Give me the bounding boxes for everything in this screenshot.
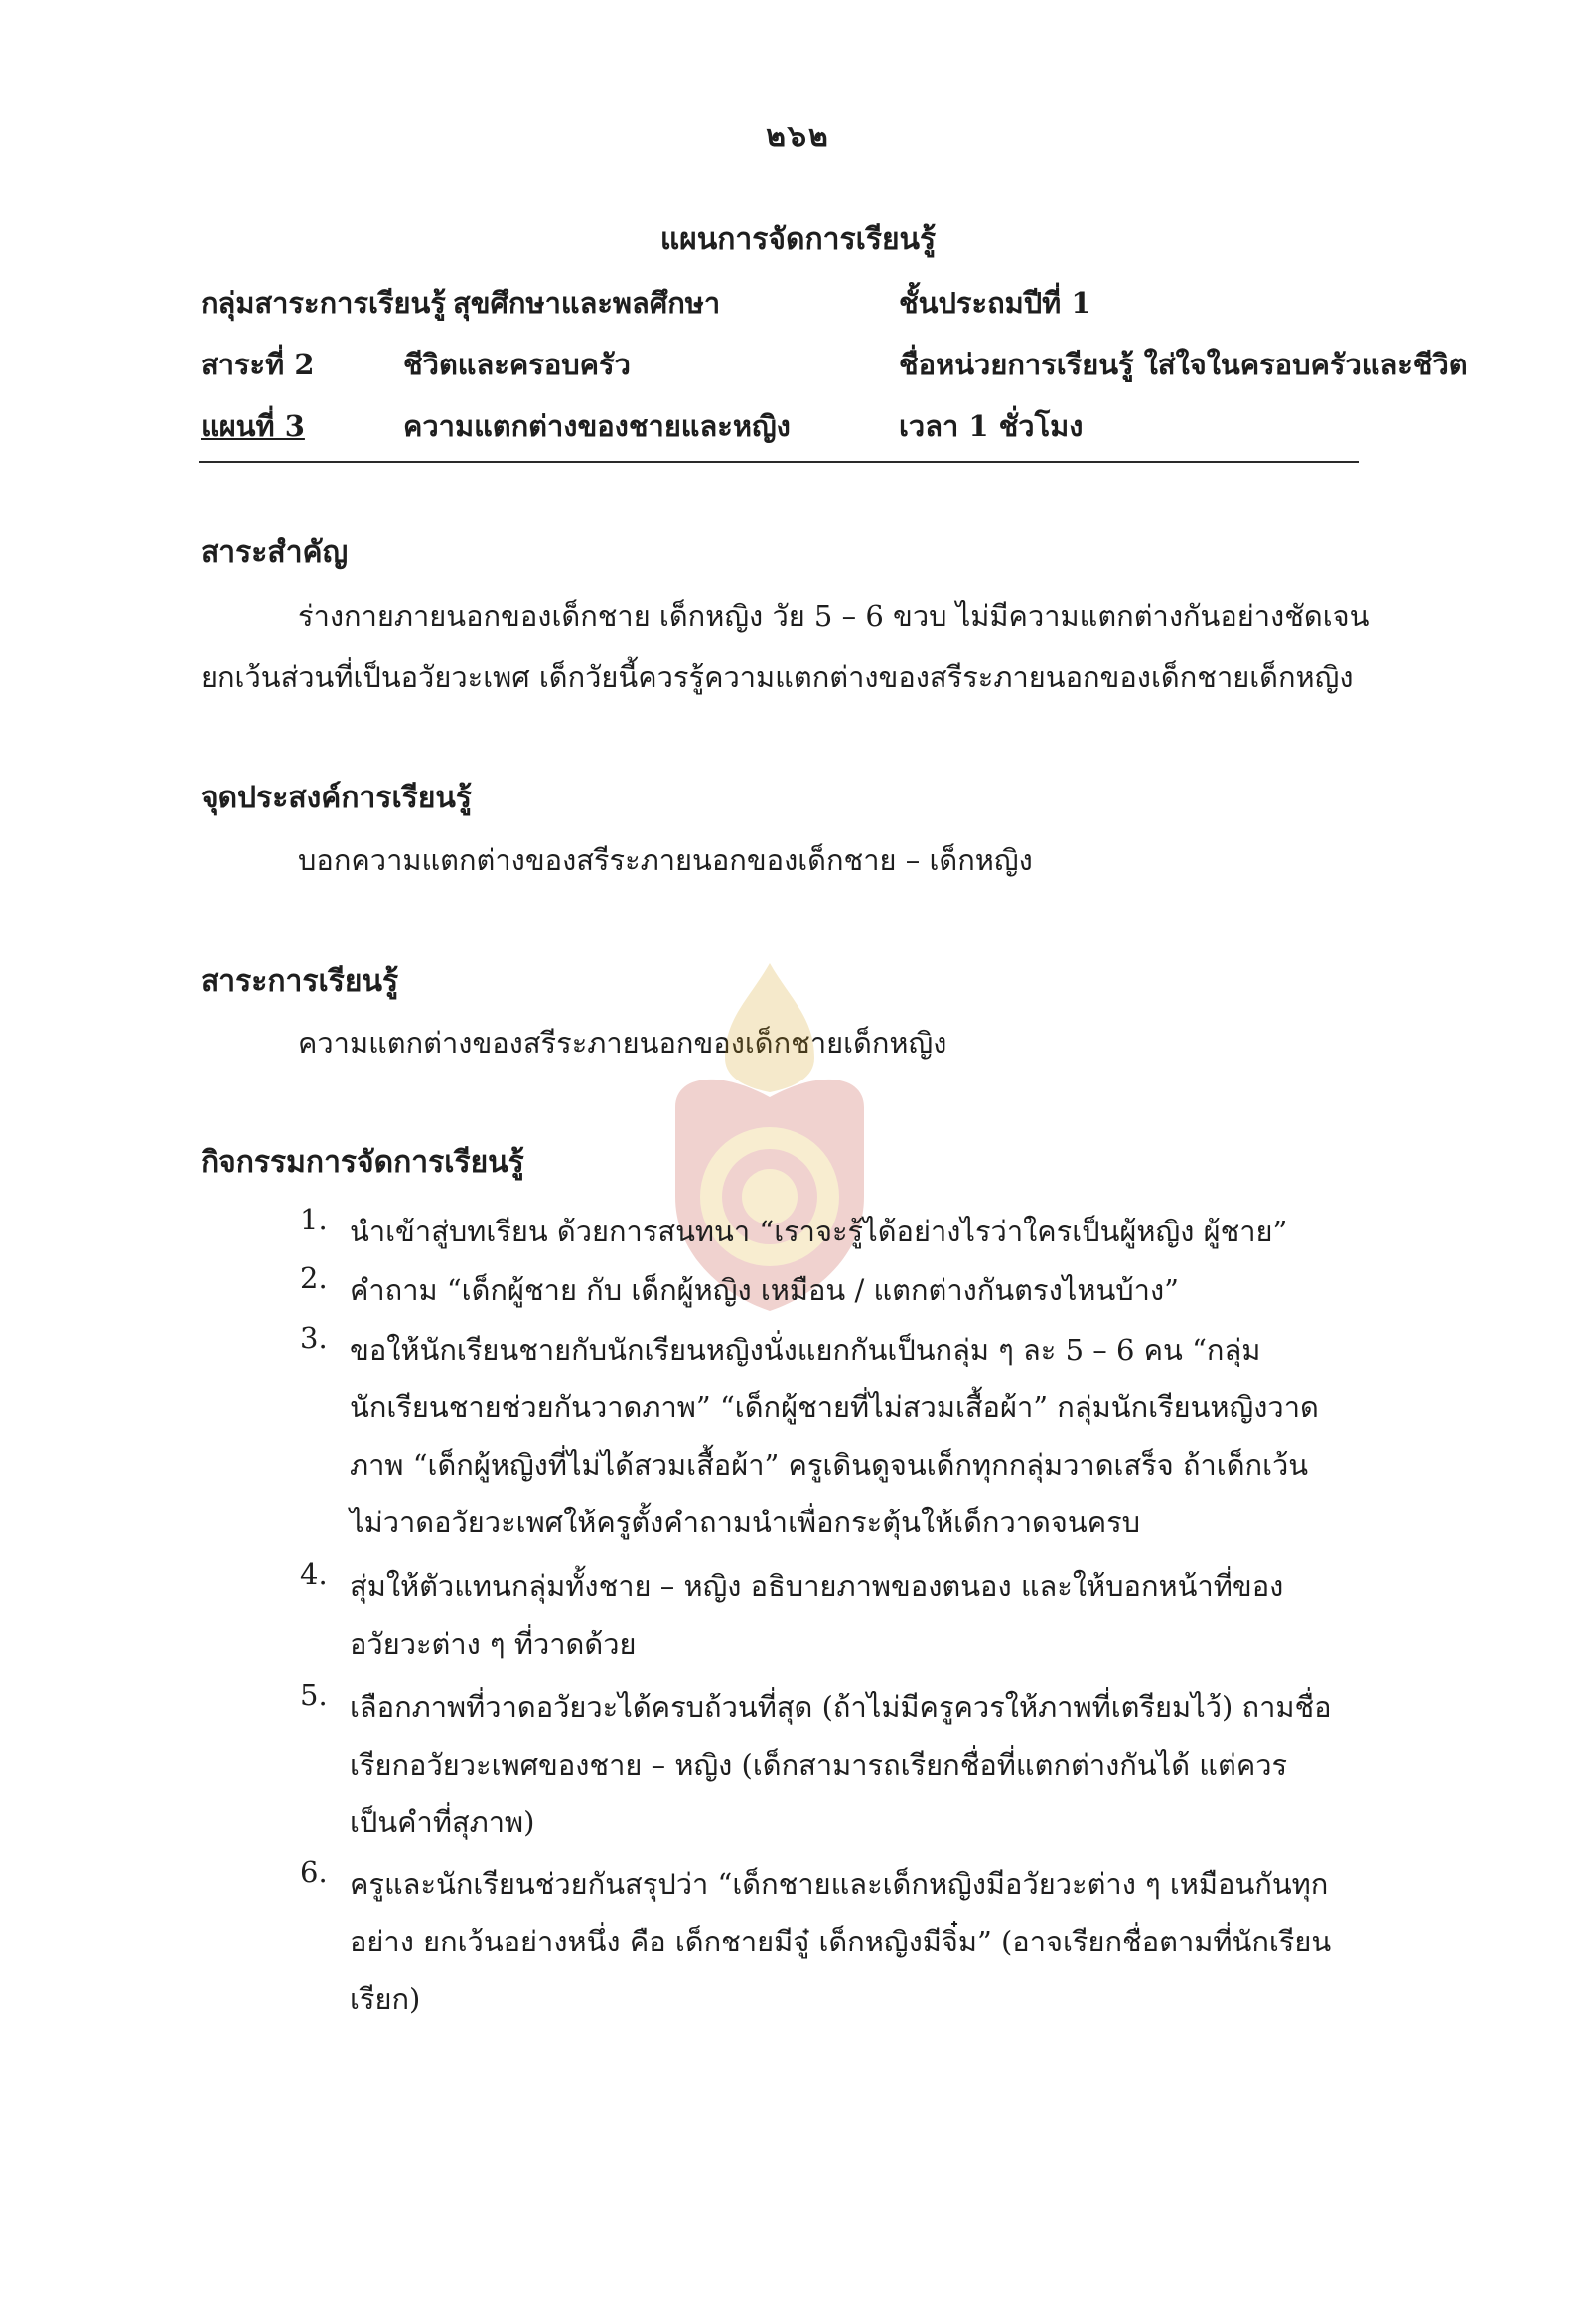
- content-text: ความแตกต่างของสรีระภายนอกของเด็กชายเด็กหญิง: [298, 1026, 947, 1060]
- unit-name: ชื่อหน่วยการเรียนรู้ ใส่ใจในครอบครัวและชีวิต: [899, 348, 1468, 381]
- plan-label-text: แผนที่ 3: [201, 409, 305, 443]
- activity-text: สุ่มให้ตัวแทนกลุ่มทั้งชาย – หญิง อธิบายภาพของตนอง และให้บอกหน้าที่ของอวัยวะต่าง ๆ ที่วาดด้วย: [350, 1569, 1284, 1660]
- objective-heading: จุดประสงค์การเรียนรู้: [201, 781, 473, 815]
- page-number: ๒๖๒: [766, 119, 830, 154]
- activity-number: 3.: [300, 1321, 328, 1355]
- activity-number: 1.: [300, 1203, 328, 1236]
- key-concept-heading: สาระสำคัญ: [201, 535, 349, 570]
- content-heading: สาระการเรียนรู้: [201, 964, 399, 999]
- activity-number: 4.: [300, 1557, 328, 1591]
- activity-text: ครูและนักเรียนช่วยกันสรุปว่า “เด็กชายและเด็กหญิงมีอวัยวะต่าง ๆ เหมือนกันทุกอย่าง ยกเว้นอย่างหนึ่ง คือ เด็กชายมีจู๋ เด็กหญิงมีจิ๋ม” (อาจเรียกชื่อตามที่นักเรียนเรียก): [350, 1867, 1332, 2016]
- plan-label: [201, 403, 305, 449]
- activity-text: นำเข้าสู่บทเรียน ด้วยการสนทนา “เราจะรู้ได้อย่างไรว่าใครเป็นผู้หญิง ผู้ชาย”: [350, 1215, 1288, 1248]
- activity-number: 2.: [300, 1261, 328, 1295]
- time-allotment: เวลา 1 ชั่วโมง: [899, 409, 1084, 443]
- activity-text: ขอให้นักเรียนชายกับนักเรียนหญิงนั่งแยกกันเป็นกลุ่ม ๆ ละ 5 – 6 คน “กลุ่มนักเรียนชายช่วยกันวาดภาพ” “เด็กผู้ชายที่ไม่สวมเสื้อผ้า” กลุ่มนักเรียนหญิงวาดภาพ “เด็กผู้หญิงที่ไม่ได้สวมเสื้อผ้า” ครูเดินดูจนเด็กทุกกลุ่มวาดเสร็จ ถ้าเด็กเว้นไม่วาดอวัยวะเพศให้ครูตั้งคำถามนำเพื่อกระตุ้นให้เด็กวาดจนครบ: [350, 1333, 1319, 1539]
- strand-value: ชีวิตและครอบครัว: [403, 348, 631, 381]
- key-concept-line-1: ร่างกายภายนอกของเด็กชาย เด็กหญิง วัย 5 – 6 ขวบ ไม่มีความแตกต่างกันอย่างชัดเจน: [298, 599, 1370, 633]
- subject-value: สุขศึกษาและพลศึกษา: [453, 286, 721, 320]
- activity-number: 6.: [300, 1855, 328, 1889]
- plan-value: ความแตกต่างของชายและหญิง: [403, 409, 791, 443]
- key-concept-line-2: ยกเว้นส่วนที่เป็นอวัยวะเพศ เด็กวัยนี้ควรรู้ความแตกต่างของสรีระภายนอกของเด็กชายเด็กหญิง: [201, 660, 1354, 694]
- objective-text: บอกความแตกต่างของสรีระภายนอกของเด็กชาย – เด็กหญิง: [298, 843, 1033, 877]
- strand-label: สาระที่ 2: [201, 348, 315, 381]
- document-title: แผนการจัดการเรียนรู้: [659, 222, 937, 257]
- grade-level: ชั้นประถมปีที่ 1: [899, 286, 1091, 320]
- activity-number: 5.: [300, 1678, 328, 1712]
- activity-text: เลือกภาพที่วาดอวัยวะได้ครบถ้วนที่สุด (ถ้าไม่มีครูควรให้ภาพที่เตรียมไว้) ถามชื่อเรียกอวัยวะเพศของชาย – หญิง (เด็กสามารถเรียกชื่อที่แตกต่างกันได้ แต่ควรเป็นคำที่สุภาพ): [350, 1690, 1332, 1839]
- header-divider: [199, 461, 1359, 463]
- activities-heading: กิจกรรมการจัดการเรียนรู้: [201, 1145, 524, 1180]
- subject-label: กลุ่มสาระการเรียนรู้: [201, 286, 446, 320]
- activity-text: คำถาม “เด็กผู้ชาย กับ เด็กผู้หญิง เหมือน / แตกต่างกันตรงไหนบ้าง”: [350, 1273, 1179, 1307]
